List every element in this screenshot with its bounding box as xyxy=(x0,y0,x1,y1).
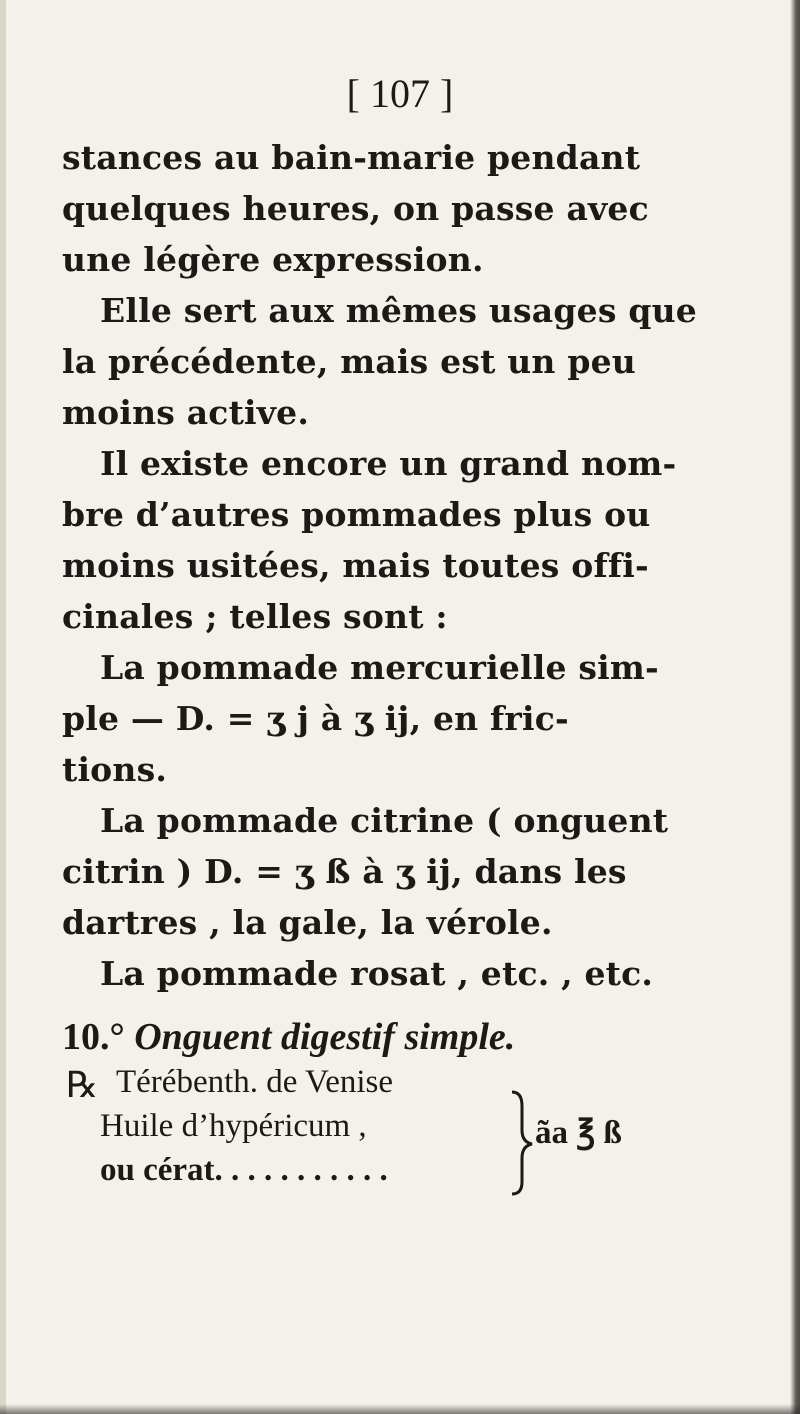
recipe-quantity: ãa ℥ ß xyxy=(535,1115,622,1151)
recipe-ingredient: Huile d’hypéricum , xyxy=(100,1108,367,1144)
recipe-symbol: ℞ xyxy=(66,1065,99,1105)
text-line: une légère expression. xyxy=(62,240,484,279)
text-line: La pommade citrine ( onguent xyxy=(100,801,669,840)
text-line: Il existe encore un grand nom- xyxy=(100,444,677,483)
text-line: La pommade rosat , etc. , etc. xyxy=(100,954,654,993)
text-line: la précédente, mais est un peu xyxy=(62,342,636,381)
text-line: La pommade mercurielle sim- xyxy=(100,648,659,687)
section-title: Onguent digestif simple. xyxy=(134,1016,516,1058)
section-number: 10.° xyxy=(62,1016,125,1058)
recipe-ingredient: Térébenth. de Venise xyxy=(116,1064,394,1100)
text-line: dartres , la gale, la vérole. xyxy=(62,903,553,942)
text-line: ple — D. = ʒ j à ʒ ij, en fric- xyxy=(62,699,569,738)
text-line: bre d’autres pommades plus ou xyxy=(62,495,651,534)
section-heading xyxy=(62,1015,515,1059)
page-binding-shadow xyxy=(790,0,800,1414)
text-line: cinales ; telles sont : xyxy=(62,597,448,636)
text-line: tions. xyxy=(62,750,168,789)
text-line: quelques heures, on passe avec xyxy=(62,189,649,228)
recipe-ingredient: ou cérat. . . . . . . . . . . xyxy=(100,1152,388,1188)
page-number: [ 107 ] xyxy=(346,71,454,116)
text-line: moins active. xyxy=(62,393,310,432)
page-left-edge xyxy=(0,0,6,1414)
page-bottom-shadow xyxy=(0,1404,800,1414)
text-line: stances au bain-marie pendant xyxy=(62,138,641,177)
text-line: citrin ) D. = ʒ ß à ʒ ij, dans les xyxy=(62,852,627,891)
text-line: moins usitées, mais toutes offi- xyxy=(62,546,649,585)
text-line: Elle sert aux mêmes usages que xyxy=(100,291,697,330)
curly-brace-icon xyxy=(508,1088,534,1198)
